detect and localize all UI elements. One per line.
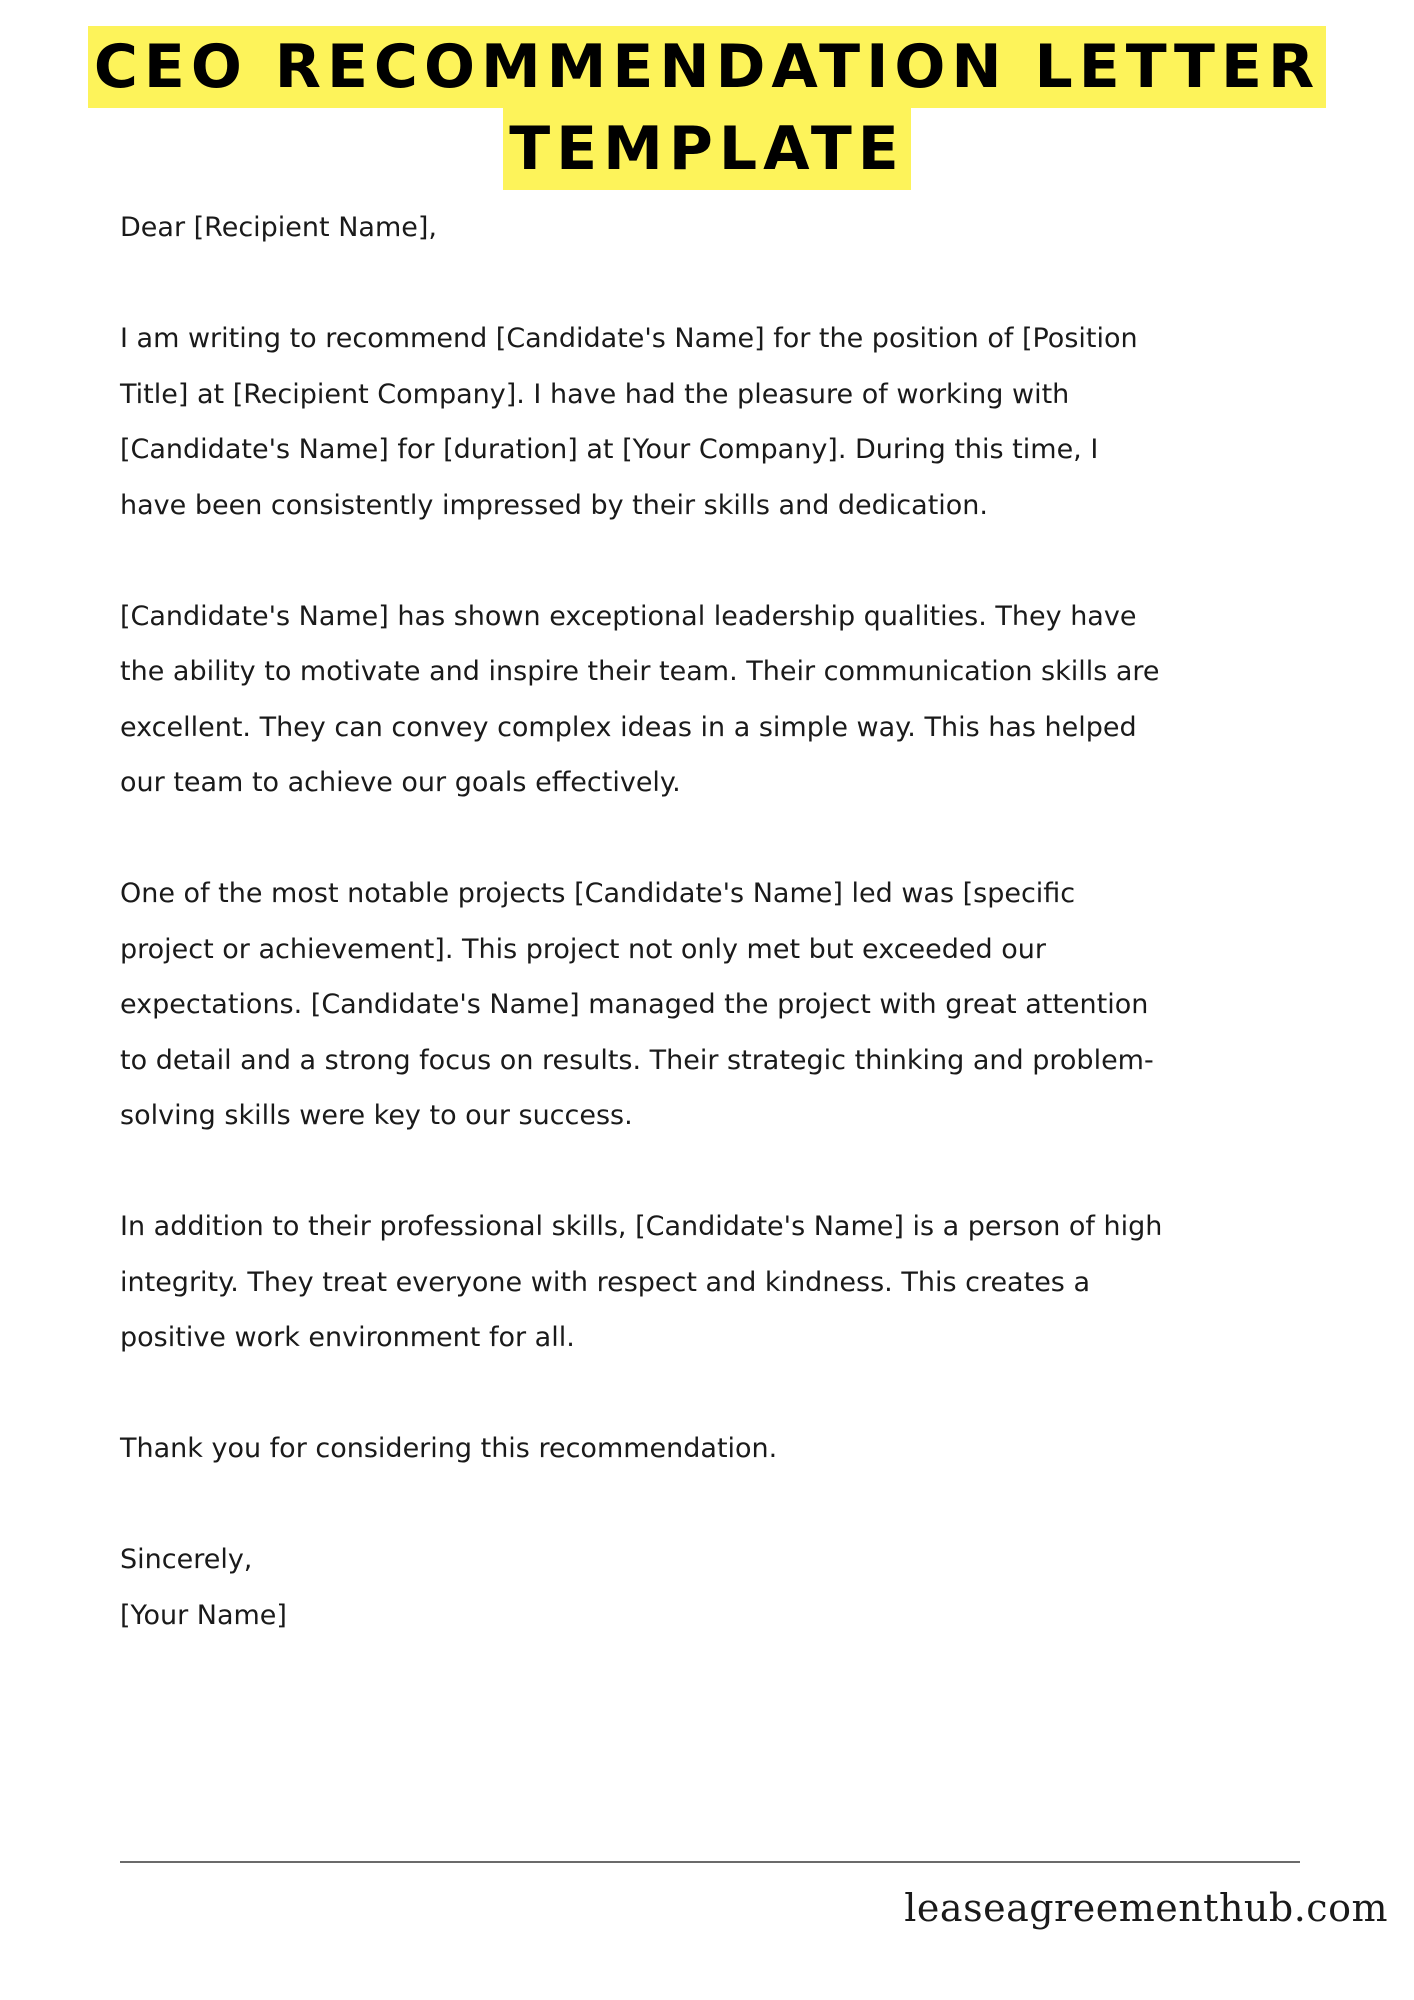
page-title xyxy=(0,26,1414,190)
title-line-1: CEO RECOMMENDATION LETTER xyxy=(88,26,1326,108)
footer-divider xyxy=(120,1861,1300,1863)
paragraph-integrity: In addition to their professional skills, [Candidate's Name] is a person of high integrity. They treat everyone with respect and kindness. This creates a positive work environment for all. xyxy=(120,1211,1163,1353)
letter-body xyxy=(120,200,1320,1643)
paragraph-leadership: [Candidate's Name] has shown exceptional leadership qualities. They have the ability to motivate and inspire their team. Their communication skills are excellent. They can convey complex ideas in a simple way. This has helped our team to achieve our goals effectively. xyxy=(120,600,1160,798)
salutation: Dear [Recipient Name], xyxy=(120,212,437,243)
title-line-2: TEMPLATE xyxy=(503,108,911,190)
closing: Sincerely, xyxy=(120,1544,253,1575)
paragraph-thanks: Thank you for considering this recommendation. xyxy=(120,1433,778,1464)
paragraph-intro: I am writing to recommend [Candidate's Name] for the position of [Position Title] at [Recipient Company]. I have had the pleasure of working with [Candidate's Name] for [duration] at [Your Company]. During this time, I have been consistently impressed by their skills and dedication. xyxy=(120,323,1138,521)
paragraph-project: One of the most notable projects [Candidate's Name] led was [specific project or achievement]. This project not only met but exceeded our expectations. [Candidate's Name] managed the project with great attention to detail and a strong focus on results. Their strategic thinking and problem- solving skills were key to our success. xyxy=(120,878,1154,1131)
footer-website: leaseagreementhub.com xyxy=(904,1886,1388,1930)
signature: [Your Name] xyxy=(120,1599,287,1631)
